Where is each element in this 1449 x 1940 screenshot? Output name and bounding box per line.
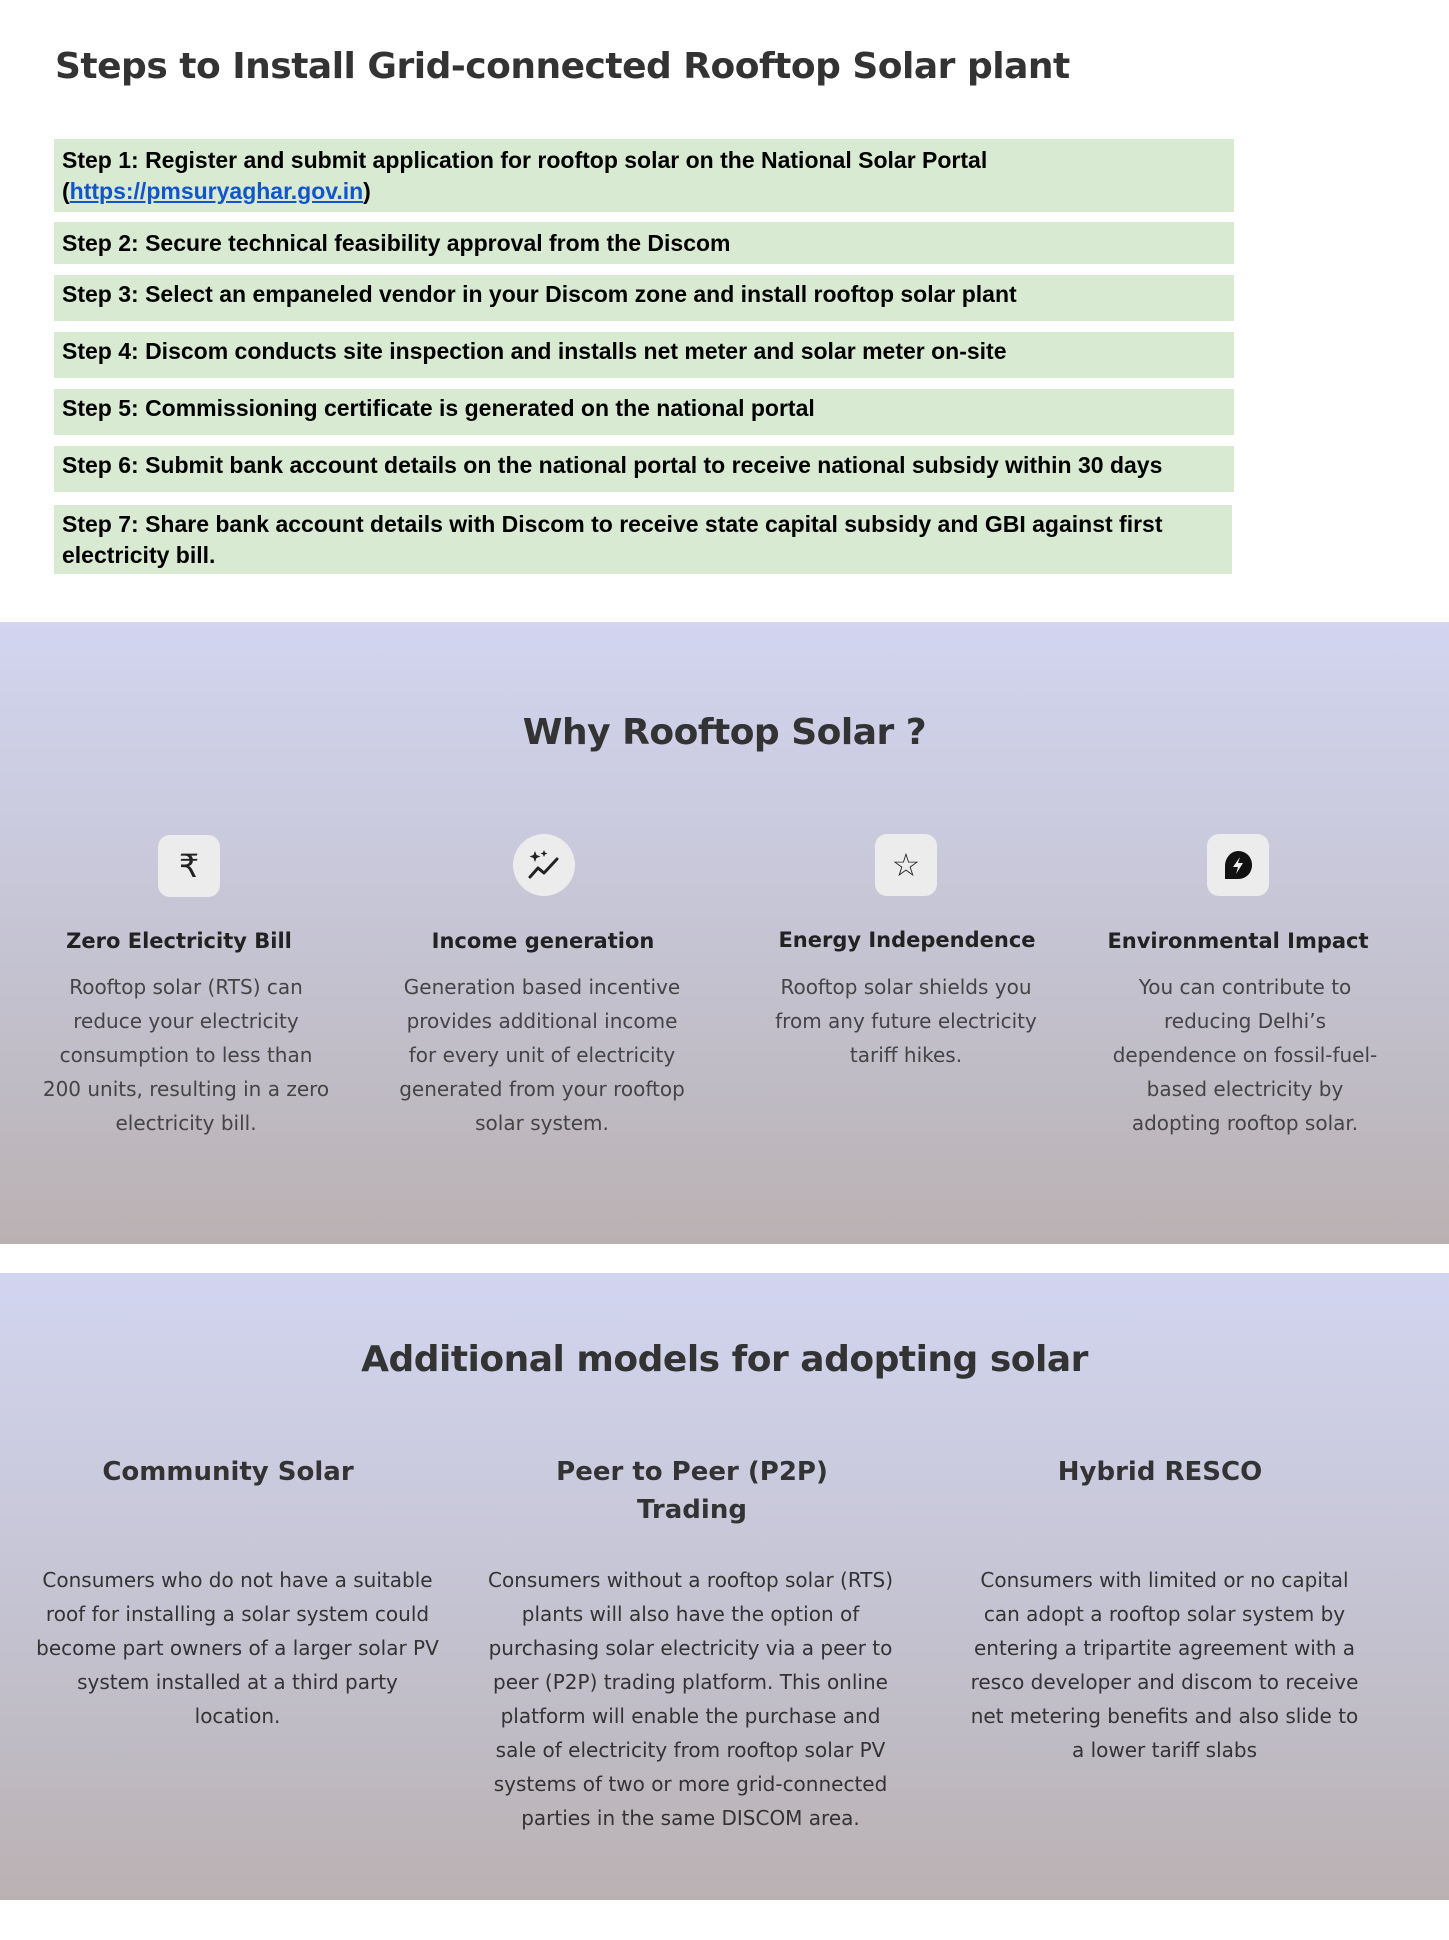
feature-text-environment: You can contribute to reducing Delhi’s dependence on fossil-fuel-based electricity by adopting rooftop solar. — [1112, 975, 1378, 1135]
sparkle-trend-icon — [513, 834, 575, 896]
models-section-title: Additional models for adopting solar — [361, 1339, 1088, 1380]
model-text-p2p: Consumers without a rooftop solar (RTS) plants will also have the option of purchasing solar electricity via a peer to peer (P2P) trading platform. This online platform will enable the purchase and sale of electricity from rooftop solar PV systems of two or more grid-connected parties in the same DISCOM area. — [488, 1568, 893, 1830]
step-item-5 — [54, 389, 1234, 435]
step-item-1 — [54, 139, 1234, 212]
feature-text-income: Generation based incentive provides additional income for every unit of electricity generated from your rooftop solar system. — [399, 975, 685, 1135]
why-rooftop-solar-section — [0, 622, 1449, 1244]
feature-heading-independence: Energy Independence — [778, 928, 1036, 952]
step-item-4 — [54, 332, 1234, 378]
feature-heading-environment: Environmental Impact — [1107, 929, 1369, 953]
model-text-community: Consumers who do not have a suitable roof for installing a solar system could become part owners of a larger solar PV system installed at a third party location. — [36, 1568, 439, 1728]
steps-section — [0, 0, 1449, 622]
step-6-text: Step 6: Submit bank account details on the national portal to receive national subsidy within 30 days — [62, 451, 1163, 478]
step-3-text: Step 3: Select an empaneled vendor in your Discom zone and install rooftop solar plant — [62, 280, 1017, 307]
rupee-icon: ₹ — [158, 835, 220, 897]
step-7-text: Step 7: Share bank account details with Discom to receive state capital subsidy and GBI against first electricity bill. — [62, 510, 1163, 568]
step-item-7 — [54, 505, 1232, 574]
step-1-text-end: ) — [363, 177, 371, 204]
step-1-text: Step 1: Register and submit application for rooftop solar on the National Solar Portal ( — [62, 146, 988, 204]
model-text-hybrid-resco: Consumers with limited or no capital can adopt a rooftop solar system by entering a tripartite agreement with a resco developer and discom to receive net metering benefits and also slide to a lower tariff slabs — [970, 1568, 1359, 1762]
feature-text-independence: Rooftop solar shields you from any future electricity tariff hikes. — [775, 975, 1037, 1067]
feature-text-zero-bill: Rooftop solar (RTS) can reduce your electricity consumption to less than 200 units, resulting in a zero electricity bill. — [42, 975, 330, 1135]
feature-heading-zero-bill: Zero Electricity Bill — [66, 929, 292, 953]
model-heading-hybrid-resco: Hybrid RESCO — [1057, 1457, 1263, 1487]
steps-title: Steps to Install Grid-connected Rooftop Solar plant — [55, 46, 1070, 87]
why-section-title: Why Rooftop Solar ? — [522, 712, 927, 753]
step-item-2 — [54, 222, 1234, 264]
additional-models-section — [0, 1273, 1449, 1900]
step-5-text: Step 5: Commissioning certificate is generated on the national portal — [62, 394, 815, 421]
national-portal-link[interactable]: https://pmsuryaghar.gov.in — [69, 177, 364, 204]
feature-heading-income: Income generation — [431, 929, 655, 953]
model-heading-p2p: Peer to Peer (P2P) Trading — [556, 1457, 828, 1525]
step-2-text: Step 2: Secure technical feasibility approval from the Discom — [62, 229, 731, 256]
step-item-6 — [54, 446, 1234, 492]
eco-energy-icon — [1207, 834, 1269, 896]
step-4-text: Step 4: Discom conducts site inspection and installs net meter and solar meter on-site — [62, 337, 1007, 364]
star-icon: ☆ — [875, 834, 937, 896]
model-heading-community: Community Solar — [102, 1457, 354, 1487]
step-item-3 — [54, 275, 1234, 321]
